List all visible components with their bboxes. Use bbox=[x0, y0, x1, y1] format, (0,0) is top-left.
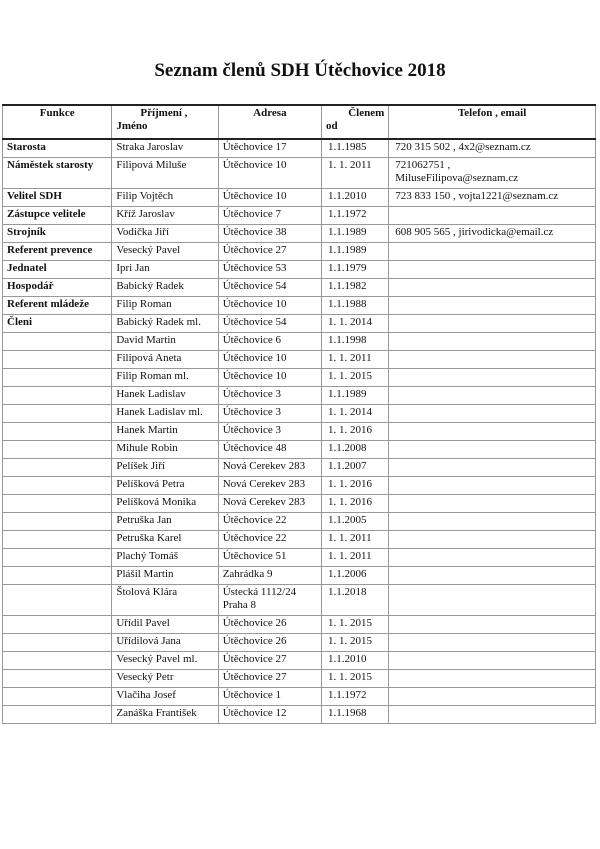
cell-kontakt bbox=[389, 531, 596, 549]
cell-clenem-od: 1. 1. 2014 bbox=[322, 405, 389, 423]
cell-jmeno: Filipová Miluše bbox=[112, 158, 218, 189]
cell-adresa: Útěchovice 3 bbox=[218, 387, 321, 405]
cell-kontakt bbox=[389, 369, 596, 387]
cell-adresa: Útěchovice 3 bbox=[218, 405, 321, 423]
page-title: Seznam členů SDH Útěchovice 2018 bbox=[154, 60, 446, 81]
cell-kontakt bbox=[389, 333, 596, 351]
cell-jmeno: Vodička Jiří bbox=[112, 225, 218, 243]
table-row bbox=[3, 616, 596, 634]
cell-funkce bbox=[3, 513, 112, 531]
table-header-row bbox=[3, 105, 596, 139]
cell-kontakt bbox=[389, 688, 596, 706]
table-row bbox=[3, 423, 596, 441]
cell-jmeno: Petruška Karel bbox=[112, 531, 218, 549]
table-row bbox=[3, 513, 596, 531]
cell-jmeno: Pelíšková Petra bbox=[112, 477, 218, 495]
cell-clenem-od: 1.1.1998 bbox=[322, 333, 389, 351]
cell-adresa: Útěchovice 27 bbox=[218, 652, 321, 670]
cell-jmeno: Vlačiha Josef bbox=[112, 688, 218, 706]
cell-funkce bbox=[3, 387, 112, 405]
cell-clenem-od: 1.1.2006 bbox=[322, 567, 389, 585]
cell-jmeno: Zanáška František bbox=[112, 706, 218, 724]
cell-kontakt bbox=[389, 495, 596, 513]
header-prijmeni-line1: Příjmení , bbox=[140, 107, 188, 119]
header-funkce: Funkce bbox=[3, 105, 112, 139]
cell-funkce: Zástupce velitele bbox=[3, 207, 112, 225]
cell-jmeno: Plášil Martin bbox=[112, 567, 218, 585]
table-row bbox=[3, 139, 596, 158]
cell-funkce bbox=[3, 616, 112, 634]
table-row bbox=[3, 279, 596, 297]
cell-funkce bbox=[3, 670, 112, 688]
cell-jmeno: Pelíšek Jiří bbox=[112, 459, 218, 477]
cell-adresa: Ústecká 1112/24 Praha 8 bbox=[218, 585, 321, 616]
cell-adresa: Útěchovice 27 bbox=[218, 243, 321, 261]
table-row bbox=[3, 549, 596, 567]
cell-jmeno: Uřídilová Jana bbox=[112, 634, 218, 652]
cell-clenem-od: 1.1.2007 bbox=[322, 459, 389, 477]
cell-kontakt: 608 905 565 , jirivodicka@email.cz bbox=[389, 225, 596, 243]
cell-clenem-od: 1. 1. 2015 bbox=[322, 634, 389, 652]
cell-clenem-od: 1.1.2018 bbox=[322, 585, 389, 616]
cell-jmeno: Ipri Jan bbox=[112, 261, 218, 279]
cell-funkce bbox=[3, 706, 112, 724]
cell-kontakt bbox=[389, 477, 596, 495]
cell-funkce: Referent mládeže bbox=[3, 297, 112, 315]
cell-jmeno: Filip Roman bbox=[112, 297, 218, 315]
cell-adresa: Útěchovice 17 bbox=[218, 139, 321, 158]
table-row bbox=[3, 670, 596, 688]
cell-jmeno: Straka Jaroslav bbox=[112, 139, 218, 158]
cell-adresa: Útěchovice 10 bbox=[218, 369, 321, 387]
cell-adresa: Útěchovice 54 bbox=[218, 279, 321, 297]
cell-kontakt bbox=[389, 670, 596, 688]
cell-funkce: Velitel SDH bbox=[3, 189, 112, 207]
cell-kontakt: 721062751 , MiluseFilipova@seznam.cz bbox=[389, 158, 596, 189]
cell-kontakt bbox=[389, 387, 596, 405]
cell-funkce bbox=[3, 688, 112, 706]
cell-jmeno: Hanek Ladislav bbox=[112, 387, 218, 405]
cell-clenem-od: 1.1.1982 bbox=[322, 279, 389, 297]
cell-kontakt bbox=[389, 459, 596, 477]
table-row bbox=[3, 369, 596, 387]
cell-clenem-od: 1.1.1979 bbox=[322, 261, 389, 279]
header-adresa: Adresa bbox=[218, 105, 321, 139]
cell-clenem-od: 1. 1. 2015 bbox=[322, 369, 389, 387]
cell-jmeno: Pelíšková Monika bbox=[112, 495, 218, 513]
cell-funkce bbox=[3, 405, 112, 423]
table-row bbox=[3, 441, 596, 459]
cell-adresa: Útěchovice 38 bbox=[218, 225, 321, 243]
cell-jmeno: Babický Radek bbox=[112, 279, 218, 297]
members-table bbox=[2, 104, 596, 724]
cell-adresa: Útěchovice 6 bbox=[218, 333, 321, 351]
cell-jmeno: Filip Vojtěch bbox=[112, 189, 218, 207]
cell-funkce: Jednatel bbox=[3, 261, 112, 279]
cell-kontakt bbox=[389, 616, 596, 634]
table-row bbox=[3, 405, 596, 423]
cell-adresa: Zahrádka 9 bbox=[218, 567, 321, 585]
cell-kontakt bbox=[389, 585, 596, 616]
table-row bbox=[3, 495, 596, 513]
cell-clenem-od: 1.1.1972 bbox=[322, 688, 389, 706]
cell-adresa: Nová Cerekev 283 bbox=[218, 477, 321, 495]
cell-clenem-od: 1. 1. 2014 bbox=[322, 315, 389, 333]
cell-funkce bbox=[3, 441, 112, 459]
cell-adresa: Útěchovice 10 bbox=[218, 297, 321, 315]
header-prijmeni-line2: Jméno bbox=[116, 120, 148, 132]
cell-clenem-od: 1.1.2008 bbox=[322, 441, 389, 459]
cell-jmeno: Hanek Martin bbox=[112, 423, 218, 441]
table-body bbox=[3, 139, 596, 724]
cell-kontakt bbox=[389, 261, 596, 279]
cell-kontakt bbox=[389, 405, 596, 423]
cell-clenem-od: 1. 1. 2011 bbox=[322, 158, 389, 189]
cell-kontakt bbox=[389, 207, 596, 225]
cell-kontakt bbox=[389, 634, 596, 652]
table-row bbox=[3, 243, 596, 261]
cell-kontakt bbox=[389, 549, 596, 567]
cell-funkce bbox=[3, 477, 112, 495]
cell-funkce bbox=[3, 423, 112, 441]
cell-jmeno: Mihule Robin bbox=[112, 441, 218, 459]
cell-jmeno: Vesecký Petr bbox=[112, 670, 218, 688]
header-clenem-line1: Členem bbox=[348, 107, 385, 119]
cell-kontakt bbox=[389, 513, 596, 531]
cell-clenem-od: 1. 1. 2011 bbox=[322, 549, 389, 567]
cell-funkce bbox=[3, 585, 112, 616]
cell-jmeno: Filipová Aneta bbox=[112, 351, 218, 369]
cell-adresa: Útěchovice 51 bbox=[218, 549, 321, 567]
cell-adresa: Nová Cerekev 283 bbox=[218, 495, 321, 513]
table-row bbox=[3, 158, 596, 189]
cell-funkce bbox=[3, 369, 112, 387]
cell-adresa: Útěchovice 48 bbox=[218, 441, 321, 459]
cell-clenem-od: 1.1.1989 bbox=[322, 387, 389, 405]
cell-funkce bbox=[3, 459, 112, 477]
cell-funkce: Referent prevence bbox=[3, 243, 112, 261]
cell-adresa: Útěchovice 54 bbox=[218, 315, 321, 333]
cell-clenem-od: 1. 1. 2016 bbox=[322, 423, 389, 441]
cell-adresa: Útěchovice 53 bbox=[218, 261, 321, 279]
table-row bbox=[3, 459, 596, 477]
table-row bbox=[3, 706, 596, 724]
cell-adresa: Útěchovice 10 bbox=[218, 351, 321, 369]
cell-funkce: Hospodář bbox=[3, 279, 112, 297]
cell-clenem-od: 1. 1. 2011 bbox=[322, 531, 389, 549]
table-row bbox=[3, 207, 596, 225]
table-row bbox=[3, 315, 596, 333]
cell-clenem-od: 1.1.1989 bbox=[322, 225, 389, 243]
table-row bbox=[3, 652, 596, 670]
cell-kontakt bbox=[389, 567, 596, 585]
cell-funkce: Starosta bbox=[3, 139, 112, 158]
header-prijmeni bbox=[112, 105, 218, 139]
cell-funkce bbox=[3, 567, 112, 585]
cell-funkce bbox=[3, 333, 112, 351]
table-row bbox=[3, 585, 596, 616]
cell-jmeno: David Martin bbox=[112, 333, 218, 351]
cell-jmeno: Babický Radek ml. bbox=[112, 315, 218, 333]
table-row bbox=[3, 477, 596, 495]
cell-adresa: Útěchovice 7 bbox=[218, 207, 321, 225]
cell-funkce: Strojník bbox=[3, 225, 112, 243]
cell-kontakt: 720 315 502 , 4x2@seznam.cz bbox=[389, 139, 596, 158]
cell-jmeno: Štolová Klára bbox=[112, 585, 218, 616]
cell-adresa: Útěchovice 10 bbox=[218, 158, 321, 189]
table-row bbox=[3, 261, 596, 279]
table-row bbox=[3, 225, 596, 243]
cell-adresa: Útěchovice 26 bbox=[218, 616, 321, 634]
table-row bbox=[3, 567, 596, 585]
cell-kontakt: 723 833 150 , vojta1221@seznam.cz bbox=[389, 189, 596, 207]
cell-kontakt bbox=[389, 652, 596, 670]
table-row bbox=[3, 297, 596, 315]
cell-kontakt bbox=[389, 279, 596, 297]
cell-adresa: Útěchovice 22 bbox=[218, 513, 321, 531]
table-row bbox=[3, 333, 596, 351]
cell-funkce: Náměstek starosty bbox=[3, 158, 112, 189]
cell-kontakt bbox=[389, 351, 596, 369]
cell-clenem-od: 1.1.2010 bbox=[322, 189, 389, 207]
cell-clenem-od: 1. 1. 2016 bbox=[322, 495, 389, 513]
cell-clenem-od: 1. 1. 2015 bbox=[322, 616, 389, 634]
cell-funkce bbox=[3, 549, 112, 567]
table-row bbox=[3, 387, 596, 405]
cell-jmeno: Petruška Jan bbox=[112, 513, 218, 531]
cell-funkce bbox=[3, 652, 112, 670]
header-clenem-line2: od bbox=[326, 120, 338, 132]
cell-clenem-od: 1. 1. 2011 bbox=[322, 351, 389, 369]
cell-jmeno: Kříž Jaroslav bbox=[112, 207, 218, 225]
cell-clenem-od: 1.1.1989 bbox=[322, 243, 389, 261]
cell-clenem-od: 1.1.2010 bbox=[322, 652, 389, 670]
cell-adresa: Útěchovice 12 bbox=[218, 706, 321, 724]
cell-funkce: Členi bbox=[3, 315, 112, 333]
cell-jmeno: Filip Roman ml. bbox=[112, 369, 218, 387]
cell-funkce bbox=[3, 351, 112, 369]
cell-adresa: Útěchovice 1 bbox=[218, 688, 321, 706]
cell-kontakt bbox=[389, 315, 596, 333]
cell-clenem-od: 1. 1. 2016 bbox=[322, 477, 389, 495]
cell-kontakt bbox=[389, 706, 596, 724]
cell-kontakt bbox=[389, 297, 596, 315]
cell-jmeno: Vesecký Pavel bbox=[112, 243, 218, 261]
cell-jmeno: Vesecký Pavel ml. bbox=[112, 652, 218, 670]
cell-funkce bbox=[3, 531, 112, 549]
header-clenem bbox=[322, 105, 389, 139]
cell-clenem-od: 1.1.2005 bbox=[322, 513, 389, 531]
cell-funkce bbox=[3, 495, 112, 513]
cell-clenem-od: 1.1.1968 bbox=[322, 706, 389, 724]
table-row bbox=[3, 351, 596, 369]
cell-kontakt bbox=[389, 441, 596, 459]
cell-kontakt bbox=[389, 423, 596, 441]
table-row bbox=[3, 634, 596, 652]
cell-jmeno: Plachý Tomáš bbox=[112, 549, 218, 567]
table-row bbox=[3, 189, 596, 207]
cell-jmeno: Uřídil Pavel bbox=[112, 616, 218, 634]
table-row bbox=[3, 531, 596, 549]
cell-clenem-od: 1. 1. 2015 bbox=[322, 670, 389, 688]
cell-adresa: Útěchovice 26 bbox=[218, 634, 321, 652]
cell-clenem-od: 1.1.1985 bbox=[322, 139, 389, 158]
cell-adresa: Útěchovice 10 bbox=[218, 189, 321, 207]
cell-adresa: Útěchovice 22 bbox=[218, 531, 321, 549]
cell-clenem-od: 1.1.1972 bbox=[322, 207, 389, 225]
cell-funkce bbox=[3, 634, 112, 652]
cell-adresa: Útěchovice 3 bbox=[218, 423, 321, 441]
cell-kontakt bbox=[389, 243, 596, 261]
cell-jmeno: Hanek Ladislav ml. bbox=[112, 405, 218, 423]
cell-adresa: Útěchovice 27 bbox=[218, 670, 321, 688]
header-telefon-email: Telefon , email bbox=[389, 105, 596, 139]
table-row bbox=[3, 688, 596, 706]
cell-clenem-od: 1.1.1988 bbox=[322, 297, 389, 315]
cell-adresa: Nová Cerekev 283 bbox=[218, 459, 321, 477]
